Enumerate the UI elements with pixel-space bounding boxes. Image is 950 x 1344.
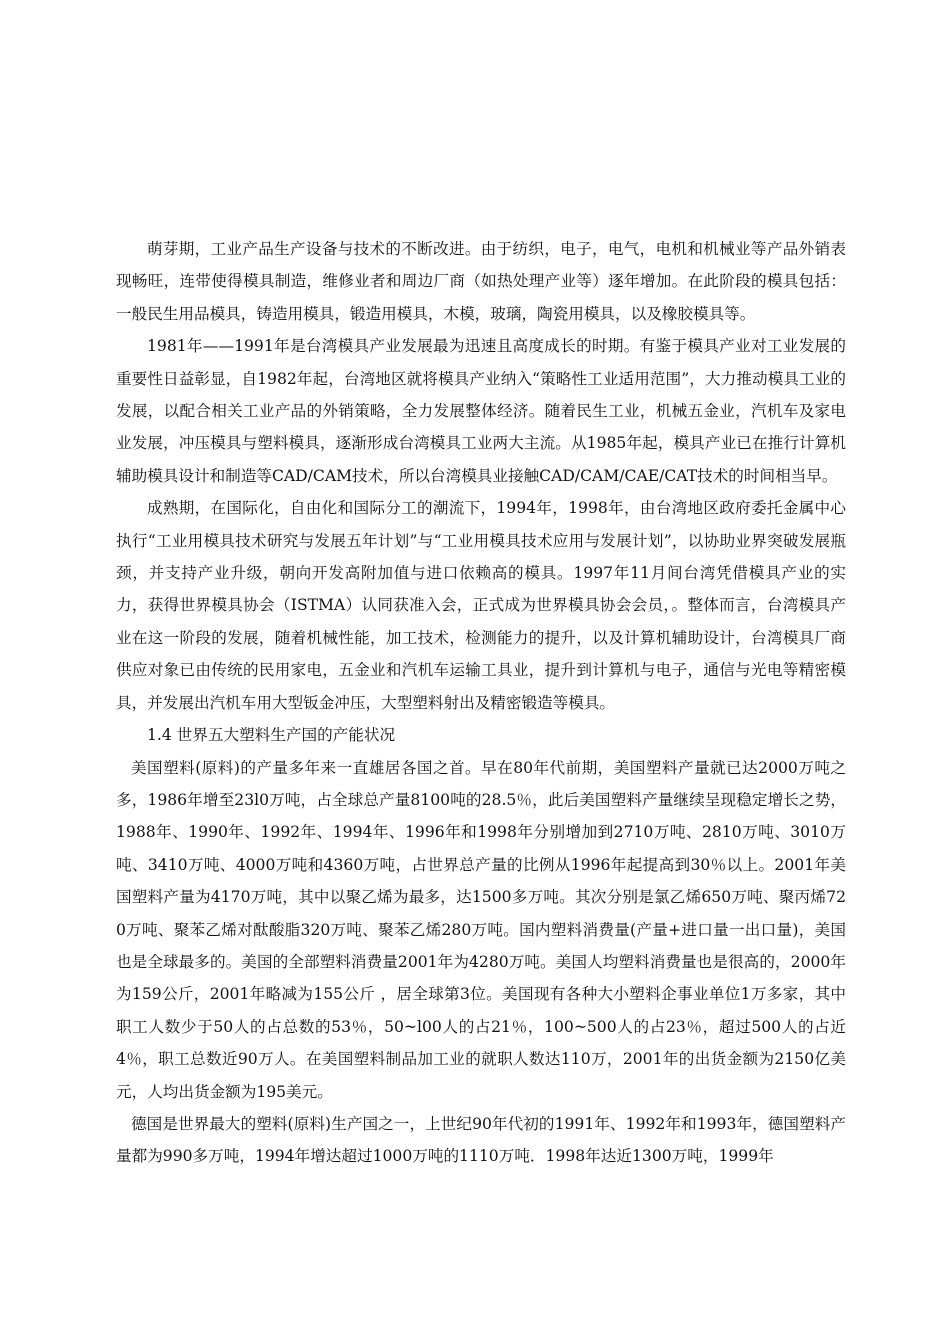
section-heading: 1.4 世界五大塑料生产国的产能状况 xyxy=(147,726,396,745)
document-body xyxy=(116,233,846,1173)
paragraph-budding-period: 萌芽期，工业产品生产设备与技术的不断改进。由于纺织，电子，电气，电机和机械业等产品外销表现畅旺，连带使得模具制造，维修业者和周边厂商（如热处理产业等）逐年增加。在此阶段的模具包括：一般民生用品模具，铸造用模具，锻造用模具，木模，玻璃，陶瓷用模具，以及橡胶模具等。 xyxy=(116,240,846,323)
paragraph-growth-period: 1981年——1991年是台湾模具产业发展最为迅速且高度成长的时期。有鉴于模具产业对工业发展的重要性日益彰显，自1982年起，台湾地区就将模具产业纳入“策略性工业适用范围”，大力推动模具工业的发展，以配合相关工业产品的外销策略，全力发展整体经济。随着民生工业，机械五金业，汽机车及家电业发展，冲压模具与塑料模具，逐渐形成台湾模具工业两大主流。从1985年起，模具产业已在推行计算机辅助模具设计和制造等CAD/CAM技术，所以台湾模具业接触CAD/CAM/CAE/CAT技术的时间相当早。 xyxy=(116,337,846,485)
paragraph-usa-plastics: 美国塑料(原料)的产量多年来一直雄居各国之首。早在80年代前期，美国塑料产量就已达2000万吨之多，1986年增至23l0万吨，占全球总产量8100吨的28.5％，此后美国塑料产量继续呈现稳定增长之势，1988年、1990年、1992年、1994年、1996年和1998年分别增加到2710万吨、2810万吨、3010万吨、3410万吨、4000万吨和4360万吨，占世界总产量的比例从1996年起提高到30％以上。2001年美国塑料产量为4170万吨，其中以聚乙烯为最多，达1500多万吨。其次分别是氯乙烯650万吨、聚丙烯720万吨、聚苯乙烯对酞酸脂320万吨、聚苯乙烯280万吨。国内塑料消费量(产量+进口量一出口量)，美国也是全球最多的。美国的全部塑料消费量2001年为4280万吨。美国人均塑料消费量也是很高的，2000年为159公斤，2001年略减为155公斤 ，居全球第3位。美国现有各种大小塑料企事业单位1万多家，其中职工人数少于50人的占总数的53％，50~l00人的占21％，100~500人的占23％，超过500人的占近4％，职工总数近90万人。在美国塑料制品加工业的就职人数达110万，2001年的出货金额为2150亿美元，人均出货金额为195美元。 xyxy=(116,758,846,1101)
paragraph-germany-plastics: 德国是世界最大的塑料(原料)生产国之一，上世纪90年代初的1991年、1992年和1993年，德国塑料产量都为990多万吨，1994年增达超过1000万吨的1110万吨．1998年达近1300万吨，1999年 xyxy=(116,1114,846,1166)
paragraph-mature-period: 成熟期，在国际化，自由化和国际分工的潮流下，1994年，1998年，由台湾地区政府委托金属中心执行“工业用模具技术研究与发展五年计划”与“工业用模具技术应用与发展计划”，以协助业界突破发展瓶颈，并支持产业升级，朝向开发高附加值与进口依赖高的模具。1997年11月间台湾凭借模具产业的实力，获得世界模具协会（ISTMA）认同获准入会，正式成为世界模具协会会员，。整体而言，台湾模具产业在这一阶段的发展，随着机械性能，加工技术，检测能力的提升，以及计算机辅助设计，台湾模具厂商供应对象已由传统的民用家电，五金业和汽机车运输工具业，提升到计算机与电子，通信与光电等精密模具，并发展出汽机车用大型钣金冲压，大型塑料射出及精密锻造等模具。 xyxy=(116,499,846,712)
